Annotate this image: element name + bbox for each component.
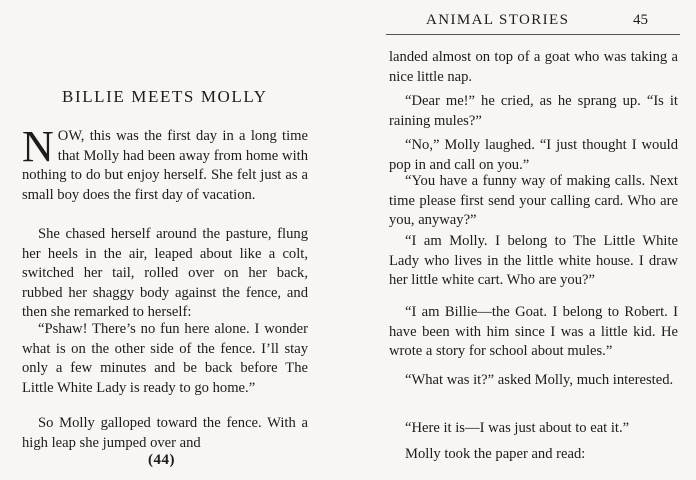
paragraph-r5: “I am Molly. I belong to The Little White Lady who lives in the little white house. I draw her little white cart. Who are you?”	[389, 233, 678, 288]
paragraph-r3: “No,” Molly laughed. “I just thought I would pop in and call on you.”	[389, 137, 678, 173]
page-folio: (44)	[148, 452, 175, 468]
right-page	[348, 0, 696, 480]
paragraph-r9: Molly took the paper and read:	[405, 446, 586, 462]
paragraph-r4: “You have a funny way of making calls. Next time please first send your calling card. Who are you, anyway?”	[389, 173, 678, 228]
paragraph-1	[22, 122, 308, 205]
page-number: 45	[633, 12, 648, 28]
paragraph-2: She chased herself around the pasture, flung her heels in the air, leaped about like a colt, switched her tail, rolled over on her back, rubbed her shaggy body against the fence, and then she remarked to herself:	[22, 226, 308, 320]
header-rule	[386, 34, 680, 35]
paragraph-1-text: OW, this was the first day in a long time that Molly had been away from home with nothing to do but enjoy herself. She felt just as a small boy does the first day of vacation.	[22, 128, 308, 203]
paragraph-r2: “Dear me!” he cried, as he sprang up. “Is it raining mules?”	[389, 93, 678, 129]
paragraph-r1: landed almost on top of a goat who was taking a nice little nap.	[389, 49, 678, 85]
paragraph-3: “Pshaw! There’s no fun here alone. I wonder what is on the other side of the fence. I’ll stay only a few minutes and be back before The Little White Lady is ready to go home.”	[22, 321, 308, 396]
drop-cap: N	[22, 122, 54, 171]
running-head: ANIMAL STORIES	[426, 12, 570, 28]
paragraph-4: So Molly galloped toward the fence. With a high leap she jumped over and	[22, 415, 308, 451]
paragraph-r8: “Here it is—I was just about to eat it.”	[405, 420, 630, 436]
paragraph-r6: “I am Billie—the Goat. I belong to Robert. I have been with him since I was a little kid. He wrote a story for school about mules.”	[389, 304, 678, 359]
chapter-title: BILLIE MEETS MOLLY	[62, 87, 268, 106]
paragraph-r7: “What was it?” asked Molly, much interested.	[405, 372, 674, 388]
